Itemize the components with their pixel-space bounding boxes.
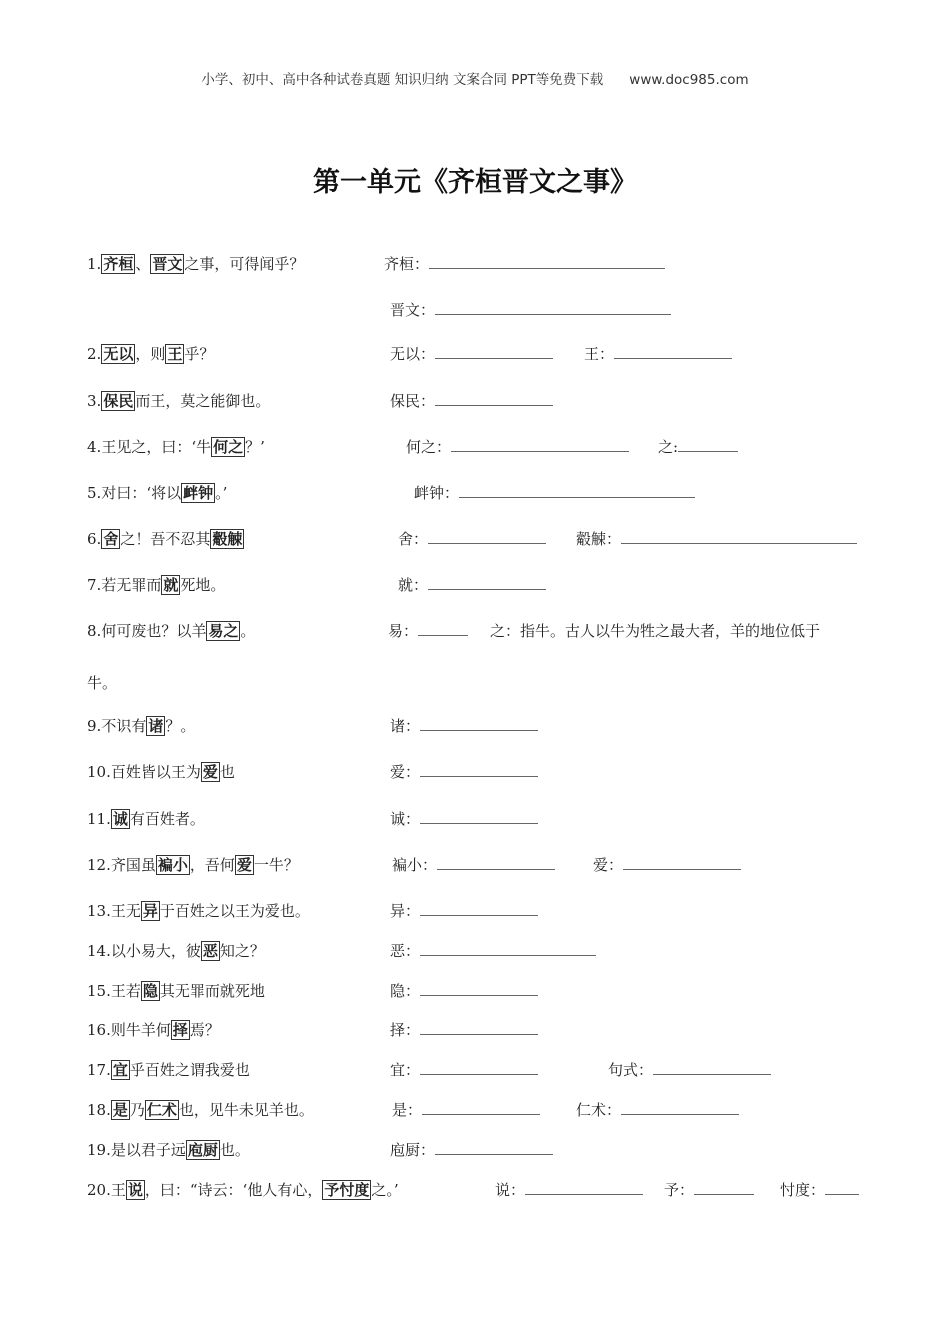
answer-prompt: 何之： (406, 434, 629, 460)
keyword-box: 说 (127, 1181, 143, 1199)
answer-blank[interactable] (422, 1097, 540, 1115)
question-text: 1. 齐桓 、 晋文 之事，可得闻乎？ (87, 255, 305, 273)
answer-blank[interactable] (694, 1177, 754, 1195)
header-text: 小学、初中、高中各种试卷真题 知识归纳 文案合同 PPT等免费下载 (201, 72, 604, 88)
answer-blank[interactable] (678, 434, 738, 452)
keyword-box: 无以 (103, 345, 134, 363)
answer-blank[interactable] (621, 1097, 739, 1115)
answer-blank[interactable] (653, 1057, 771, 1075)
question-text: 9.不识有 诸 ？。 (87, 717, 196, 735)
question-text: 3. 保民 而王，莫之能御也。 (87, 392, 271, 410)
answer-prompt: 王： (584, 341, 732, 367)
question-15 (0, 978, 950, 1004)
answer-prompt: 易： (388, 618, 468, 644)
question-text: 13.王无 异 于百姓之以王为爱也。 (87, 902, 310, 920)
question-1-line-2 (0, 297, 950, 323)
question-1 (0, 251, 950, 277)
answer-blank[interactable] (420, 759, 538, 777)
answer-blank[interactable] (459, 480, 695, 498)
answer-blank[interactable] (420, 1057, 538, 1075)
answer-blank[interactable] (451, 434, 629, 452)
question-text: 19.是以君子远 庖厨 也。 (87, 1141, 250, 1159)
keyword-box: 诸 (148, 717, 164, 735)
annotation-note: 之：指牛。古人以牛为牲之最大者，羊的地位低于 (490, 622, 821, 640)
answer-prompt: 恶： (390, 938, 596, 964)
keyword-box: 宜 (112, 1061, 128, 1079)
question-9 (0, 713, 950, 739)
keyword-box: 王 (167, 345, 183, 363)
annotation-note-continued: 牛。 (87, 674, 118, 692)
answer-prompt: 句式： (608, 1057, 771, 1083)
question-text: 14.以小易大，彼 恶 知之？ (87, 942, 265, 960)
answer-prompt: 宜： (390, 1057, 538, 1083)
answer-prompt: 爱： (390, 759, 538, 785)
question-6 (0, 526, 950, 552)
answer-prompt: 予： (664, 1177, 754, 1203)
answer-prompt: 保民： (390, 388, 553, 414)
answer-prompt: 齐桓： (384, 251, 665, 277)
answer-blank[interactable] (428, 526, 546, 544)
answer-blank[interactable] (623, 852, 741, 870)
answer-blank[interactable] (418, 618, 468, 636)
answer-blank[interactable] (825, 1177, 859, 1195)
question-16 (0, 1017, 950, 1043)
question-text: 15.王若 隐 其无罪而就死地 (87, 982, 265, 1000)
answer-prompt: 说： (495, 1177, 643, 1203)
question-3 (0, 388, 950, 414)
answer-blank[interactable] (437, 852, 555, 870)
question-7 (0, 572, 950, 598)
answer-prompt: 隐： (390, 978, 538, 1004)
question-text: 18. 是 乃 仁术 也，见牛未见羊也。 (87, 1101, 314, 1119)
question-8 (0, 618, 950, 644)
keyword-box: 爱 (202, 763, 218, 781)
question-8-continued (0, 670, 950, 696)
keyword-box: 褊小 (157, 856, 188, 874)
answer-blank[interactable] (420, 806, 538, 824)
keyword-box: 恶 (202, 942, 218, 960)
answer-prompt: 无以： (390, 341, 553, 367)
question-13 (0, 898, 950, 924)
answer-blank[interactable] (420, 898, 538, 916)
question-17 (0, 1057, 950, 1083)
question-text: 5.对曰：‘将以 衅钟 。’ (87, 484, 228, 502)
page-title: 第一单元《齐桓晋文之事》 (313, 167, 637, 198)
answer-prompt: 是： (392, 1097, 540, 1123)
answer-blank[interactable] (435, 297, 671, 315)
answer-blank[interactable] (621, 526, 857, 544)
answer-prompt: 仁术： (576, 1097, 739, 1123)
keyword-box: 保民 (103, 392, 134, 410)
answer-blank[interactable] (614, 341, 732, 359)
answer-prompt: 之: (658, 434, 738, 460)
answer-prompt: 衅钟： (414, 480, 695, 506)
question-18 (0, 1097, 950, 1123)
question-text: 6. 舍 之！吾不忍其 觳觫 (87, 530, 243, 548)
answer-blank[interactable] (435, 388, 553, 406)
answer-prompt: 诸： (390, 713, 538, 739)
keyword-box: 何之 (213, 438, 244, 456)
question-14 (0, 938, 950, 964)
answer-blank[interactable] (420, 978, 538, 996)
answer-prompt: 择： (390, 1017, 538, 1043)
answer-prompt: 就： (398, 572, 546, 598)
answer-blank[interactable] (428, 572, 546, 590)
question-2 (0, 341, 950, 367)
keyword-box: 齐桓 (103, 255, 134, 273)
answer-blank[interactable] (435, 1137, 553, 1155)
answer-blank[interactable] (525, 1177, 643, 1195)
question-11 (0, 806, 950, 832)
question-text: 10.百姓皆以王为 爱 也 (87, 763, 235, 781)
question-text: 2. 无以 ，则 王 乎？ (87, 345, 215, 363)
answer-prompt: 褊小： (392, 852, 555, 878)
question-text: 11. 诚 有百姓者。 (87, 810, 205, 828)
question-19 (0, 1137, 950, 1163)
keyword-box: 爱 (236, 856, 252, 874)
keyword-box: 仁术 (146, 1101, 177, 1119)
answer-prompt: 异： (390, 898, 538, 924)
keyword-box: 衅钟 (183, 484, 214, 502)
question-10 (0, 759, 950, 785)
keyword-box: 易之 (208, 622, 239, 640)
answer-blank[interactable] (435, 341, 553, 359)
question-text: 8.何可废也？以羊 易之 。 (87, 622, 256, 640)
question-4 (0, 434, 950, 460)
page-header (0, 68, 950, 88)
question-12 (0, 852, 950, 878)
keyword-box: 诚 (112, 810, 128, 828)
header-url[interactable]: www.doc985.com (629, 72, 749, 88)
question-5 (0, 480, 950, 506)
question-text: 4.王见之，曰：‘牛 何之 ？’ (87, 438, 265, 456)
answer-blank[interactable] (420, 713, 538, 731)
answer-blank[interactable] (429, 251, 665, 269)
answer-prompt: 舍： (398, 526, 546, 552)
question-text: 17. 宜 乎百姓之谓我爱也 (87, 1061, 250, 1079)
question-20 (0, 1177, 950, 1203)
question-text: 12.齐国虽 褊小 ，吾何 爱 一牛？ (87, 856, 299, 874)
question-text: 7.若无罪而 就 死地。 (87, 576, 226, 594)
answer-prompt: 忖度： (780, 1177, 859, 1203)
keyword-box: 隐 (142, 982, 158, 1000)
answer-prompt: 爱： (593, 852, 741, 878)
keyword-box: 予忖度 (324, 1181, 370, 1199)
answer-prompt: 诚： (390, 806, 538, 832)
answer-prompt: 觳觫： (576, 526, 857, 552)
keyword-box: 是 (112, 1101, 128, 1119)
answer-prompt: 庖厨： (390, 1137, 553, 1163)
keyword-box: 异 (142, 902, 158, 920)
keyword-box: 舍 (103, 530, 119, 548)
keyword-box: 晋文 (152, 255, 183, 273)
question-text: 16.则牛羊何 择 焉？ (87, 1021, 220, 1039)
answer-blank[interactable] (420, 1017, 538, 1035)
keyword-box: 庖厨 (187, 1141, 218, 1159)
keyword-box: 觳觫 (212, 530, 243, 548)
answer-blank[interactable] (420, 938, 596, 956)
question-text: 20.王 说 ，曰：“诗云：‘他人有心， 予忖度 之。’ (87, 1181, 399, 1199)
answer-prompt: 晋文： (390, 297, 671, 323)
keyword-box: 就 (163, 576, 179, 594)
keyword-box: 择 (172, 1021, 188, 1039)
